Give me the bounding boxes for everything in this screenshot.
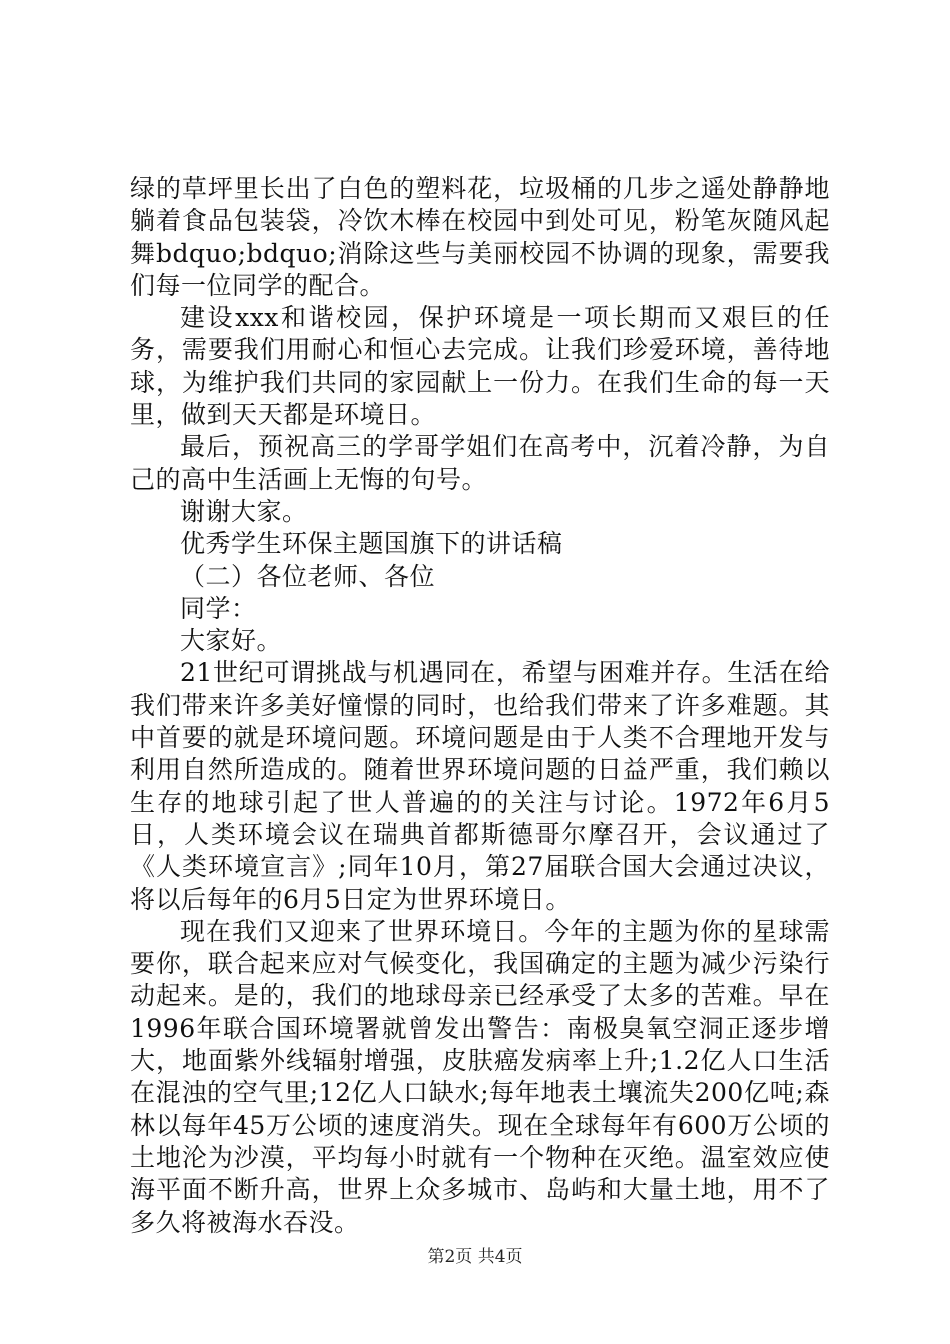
paragraph-21st-century: 21世纪可谓挑战与机遇同在，希望与困难并存。生活在给我们带来许多美好憧憬的同时，也给我们带来了许多难题。其中首要的就是环境问题。环境问题是由于人类不合理地开发与利用自然所造成的。随着世界环境问题的日益严重，我们赖以生存的地球引起了世人普遍的的关注与讨论。1972年6月5日，人类环境会议在瑞典首都斯德哥尔摩召开，会议通过了《人类环境宣言》;同年10月，第27届联合国大会通过决议，将以后每年的6月5日定为世界环境日。 (130, 658, 830, 914)
section-title: 优秀学生环保主题国旗下的讲话稿 (180, 529, 563, 559)
salutation-teachers: （二）各位老师、各位 (180, 561, 436, 591)
paragraph-environment-day: 现在我们又迎来了世界环境日。今年的主题为你的星球需要你，联合起来应对气候变化，我国确定的主题为减少污染行动起来。是的，我们的地球母亲已经承受了太多的苦难。早在1996年联合国环境署就曾发出警告：南极臭氧空洞正逐步增大，地面紫外线辐射增强，皮肤癌发病率上升;1.2亿人口生活在混浊的空气里;12亿人口缺水;每年地表土壤流失200亿吨;森林以每年45万公顷的速度消失。现在全球每年有600万公顷的土地沦为沙漠，平均每小时就有一个物种在灭绝。温室效应使海平面不断升高，世界上众多城市、岛屿和大量土地，用不了多久将被海水吞没。 (130, 916, 830, 1237)
paragraph-thanks: 谢谢大家。 (180, 496, 308, 526)
paragraph-harmonious-campus: 建设xxx和谐校园，保护环境是一项长期而又艰巨的任务，需要我们用耐心和恒心去完成。让我们珍爱环境，善待地球，为维护我们共同的家园献上一份力。在我们生命的每一天里，做到天天都是环境日。 (130, 303, 830, 430)
paragraph-continuation: 绿的草坪里长出了白色的塑料花，垃圾桶的几步之遥处静静地躺着食品包装袋，冷饮木棒在校园中到处可见，粉笔灰随风起舞bdquo;bdquo;消除这些与美丽校园不协调的现象，需要我们每一位同学的配合。 (130, 174, 830, 300)
salutation-students: 同学： (180, 593, 257, 623)
greeting: 大家好。 (180, 626, 283, 656)
document-body (130, 173, 830, 1239)
page-number: 第2页 共4页 (427, 1247, 523, 1267)
paragraph-exam-wishes: 最后，预祝高三的学哥学姐们在高考中，沉着冷静，为自己的高中生活画上无悔的句号。 (130, 432, 830, 494)
